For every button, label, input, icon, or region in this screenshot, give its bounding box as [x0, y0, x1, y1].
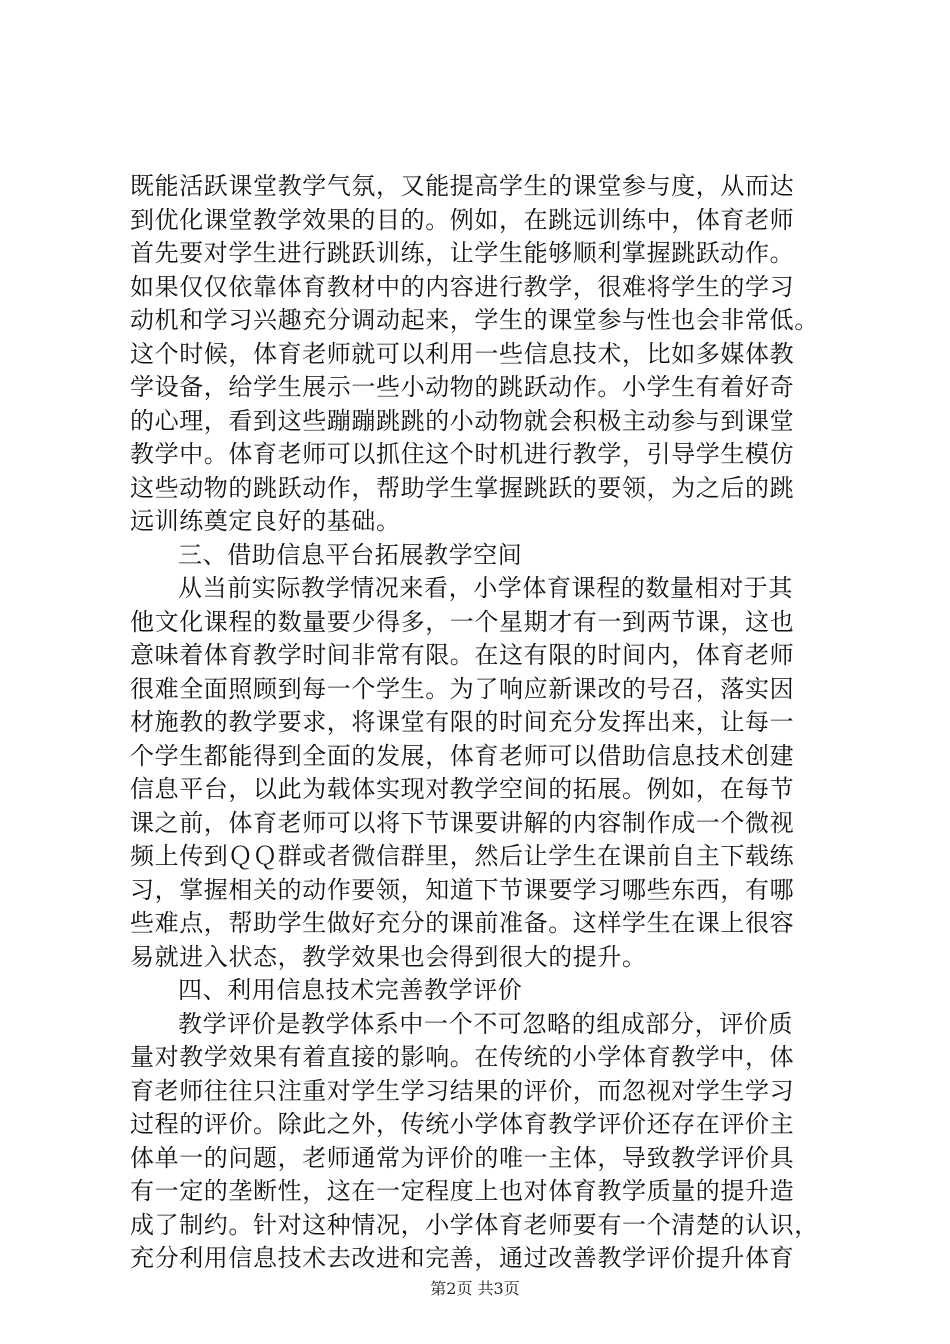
- text-line: 意味着体育教学时间非常有限。在这有限的时间内，体育老师: [130, 641, 795, 669]
- text-line: 习，掌握相关的动作要领，知道下节课要学习哪些东西，有哪: [130, 875, 795, 904]
- text-line: 首先要对学生进行跳跃训练，让学生能够顺利掌握跳跃动作。: [130, 239, 795, 267]
- text-line: 量对教学效果有着直接的影响。在传统的小学体育教学中，体: [130, 1043, 795, 1071]
- text-line: 这些动物的跳跃动作，帮助学生掌握跳跃的要领，为之后的跳: [130, 473, 795, 502]
- text-line: 有一定的垄断性，这在一定程度上也对体育教学质量的提升造: [130, 1177, 795, 1205]
- body-text: [130, 170, 830, 1276]
- text-line: 这个时候，体育老师就可以利用一些信息技术，比如多媒体教: [130, 339, 795, 368]
- text-line: 成了制约。针对这种情况，小学体育老师要有一个清楚的认识，: [130, 1210, 819, 1239]
- text-line: 信息平台，以此为载体实现对教学空间的拓展。例如，在每节: [130, 775, 795, 803]
- text-line: 育老师往往只注重对学生学习结果的评价，而忽视对学生学习: [130, 1076, 795, 1105]
- text-line: 很难全面照顾到每一个学生。为了响应新课改的号召，落实因: [130, 674, 795, 703]
- text-line: 材施教的教学要求，将课堂有限的时间充分发挥出来，让每一: [130, 708, 795, 736]
- text-line: 频上传到ＱＱ群或者微信群里，然后让学生在课前自主下载练: [130, 842, 795, 870]
- text-line: 到优化课堂教学效果的目的。例如，在跳远训练中，体育老师: [130, 205, 795, 234]
- text-line: 如果仅仅依靠体育教材中的内容进行教学，很难将学生的学习: [130, 272, 795, 301]
- text-line: 他文化课程的数量要少得多，一个星期才有一到两节课，这也: [130, 607, 795, 636]
- text-line: 学设备，给学生展示一些小动物的跳跃动作。小学生有着好奇: [130, 373, 795, 401]
- text-line: 三、借助信息平台拓展教学空间: [178, 540, 523, 569]
- text-line: 的心理，看到这些蹦蹦跳跳的小动物就会积极主动参与到课堂: [130, 406, 795, 435]
- text-line: 教学中。体育老师可以抓住这个时机进行教学，引导学生模仿: [130, 440, 795, 468]
- text-line: 个学生都能得到全面的发展，体育老师可以借助信息技术创建: [130, 741, 795, 770]
- text-line: 体单一的问题，老师通常为评价的唯一主体，导致教学评价具: [130, 1143, 795, 1172]
- text-line: 既能活跃课堂教学气氛，又能提高学生的课堂参与度，从而达: [130, 172, 795, 200]
- text-line: 些难点，帮助学生做好充分的课前准备。这样学生在课上很容: [130, 909, 795, 937]
- text-line: 动机和学习兴趣充分调动起来，学生的课堂参与性也会非常低。: [130, 306, 819, 334]
- text-line: 充分利用信息技术去改进和完善，通过改善教学评价提升体育: [130, 1244, 795, 1272]
- text-line: 从当前实际教学情况来看，小学体育课程的数量相对于其: [178, 574, 793, 602]
- page-footer: 第2页 共3页: [430, 1279, 520, 1298]
- text-line: 四、利用信息技术完善教学评价: [178, 976, 523, 1004]
- text-line: 教学评价是教学体系中一个不可忽略的组成部分，评价质: [178, 1009, 793, 1038]
- text-line: 过程的评价。除此之外，传统小学体育教学评价还存在评价主: [130, 1110, 795, 1138]
- text-line: 远训练奠定良好的基础。: [130, 507, 401, 535]
- text-line: 易就进入状态，教学效果也会得到很大的提升。: [130, 942, 647, 971]
- text-line: 课之前，体育老师可以将下节课要讲解的内容制作成一个微视: [130, 808, 795, 837]
